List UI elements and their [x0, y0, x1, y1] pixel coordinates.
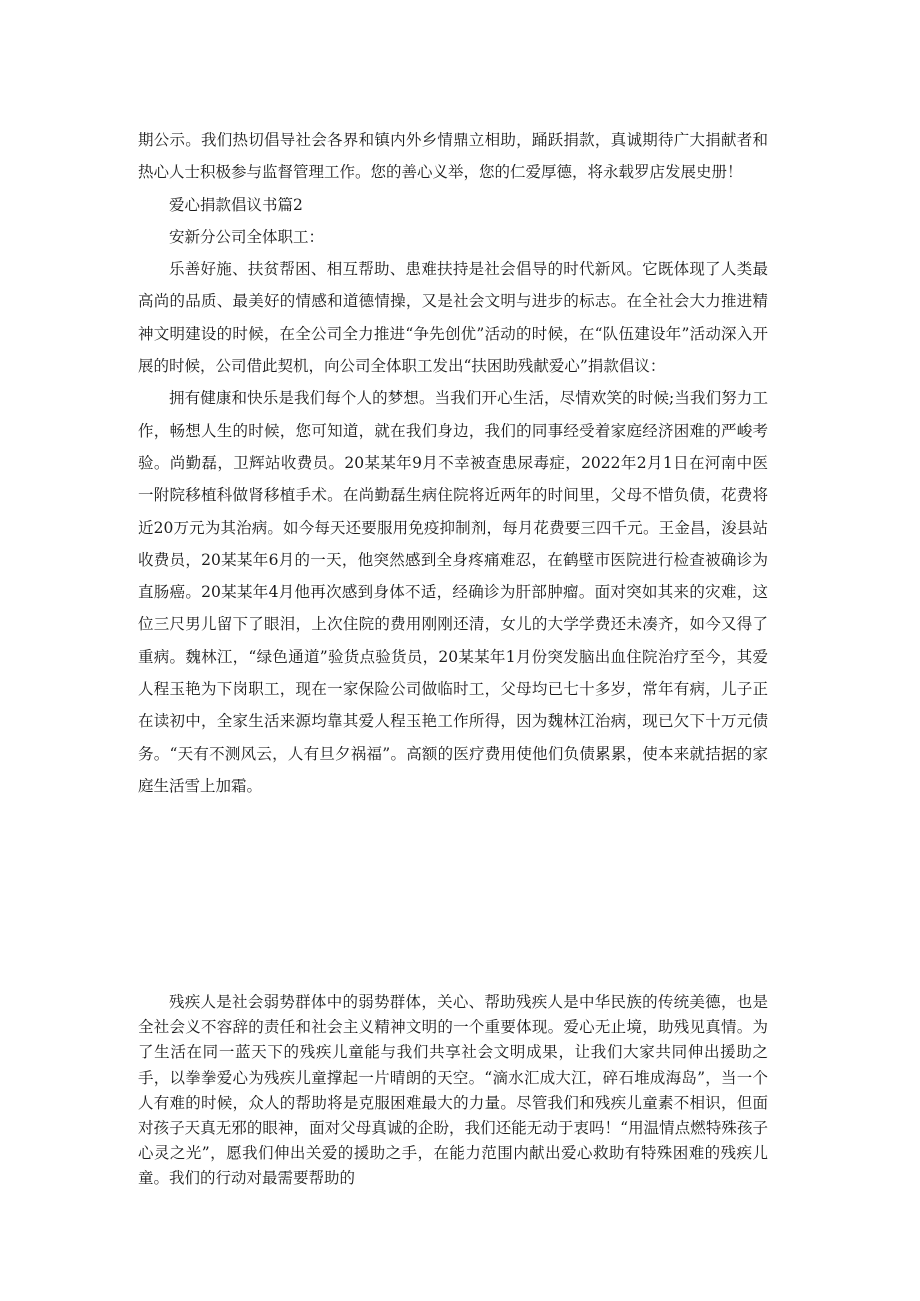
document-body-bottom	[138, 990, 768, 1192]
paragraph-cases: 拥有健康和快乐是我们每个人的梦想。当我们开心生活，尽情欢笑的时候;当我们努力工作，畅想人生的时候，您可知道，就在我们身边，我们的同事经受着家庭经济困难的严峻考验。尚勤磊，卫辉站收费员。20某某年9月不幸被查患尿毒症，2022年2月1日在河南中医一附院移植科做肾移植手术。在尚勤磊生病住院将近两年的时间里，父母不惜负债，花费将近20万元为其治病。如今每天还要服用免疫抑制剂，每月花费要三四千元。王金昌，浚县站收费员，20某某年6月的一天，他突然感到全身疼痛难忍，在鹤壁市医院进行检查被确诊为直肠癌。20某某年4月他再次感到身体不适，经确诊为肝部肿瘤。面对突如其来的灾难，这位三尺男儿留下了眼泪，上次住院的费用刚刚还清，女儿的大学学费还未凑齐，如今又得了重病。魏林江，“绿色通道”验货点验货员，20某某年1月份突发脑出血住院治疗至今，其爱人程玉艳为下岗职工，现在一家保险公司做临时工，父母均已七十多岁，常年有病，儿子正在读初中，全家生活来源均靠其爱人程玉艳工作所得，因为魏林江治病，现已欠下十万元债务。“天有不测风云，人有旦夕祸福”。高额的医疗费用使他们负债累累，使本来就拮据的家庭生活雪上加霜。	[138, 389, 768, 795]
paragraph-continuation: 期公示。我们热切倡导社会各界和镇内外乡情鼎立相助，踊跃捐款，真诚期待广大捐献者和热心人士积极参与监督管理工作。您的善心义举，您的仁爱厚德，将永载罗店发展史册！	[138, 131, 768, 182]
paragraph-intro: 乐善好施、扶贫帮困、相互帮助、患难扶持是社会倡导的时代新风。它既体现了人类最高尚的品质、最美好的情感和道德情操，又是社会文明与进步的标志。在全社会大力推进精神文明建设的时候，在全公司全力推进“争先创优”活动的时候，在“队伍建设年”活动深入开展的时候，公司借此契机，向公司全体职工发出“扶困助残献爱心”捐款倡议：	[138, 260, 768, 376]
paragraph-disabled-children: 残疾人是社会弱势群体中的弱势群体，关心、帮助残疾人是中华民族的传统美德，也是全社会义不容辞的责任和社会主义精神文明的一个重要体现。爱心无止境，助残见真情。为了生活在同一蓝天下的残疾儿童能与我们共享社会文明成果，让我们大家共同伸出援助之手，以拳拳爱心为残疾儿童撑起一片晴朗的天空。“滴水汇成大江，碎石堆成海岛”，当一个人有难的时候，众人的帮助将是克服困难最大的力量。尽管我们和残疾儿童素不相识，但面对孩子天真无邪的眼神，面对父母真诚的企盼，我们还能无动于衷吗！“用温情点燃特殊孩子心灵之光”，愿我们伸出关爱的援助之手，在能力范围内献出爱心救助有特殊困难的残疾儿童。我们的行动对最需要帮助的	[138, 993, 768, 1188]
salutation: 安新分公司全体职工：	[169, 227, 325, 246]
section-heading: 爱心捐款倡议书篇2	[169, 195, 303, 214]
document-body-top	[138, 124, 768, 802]
